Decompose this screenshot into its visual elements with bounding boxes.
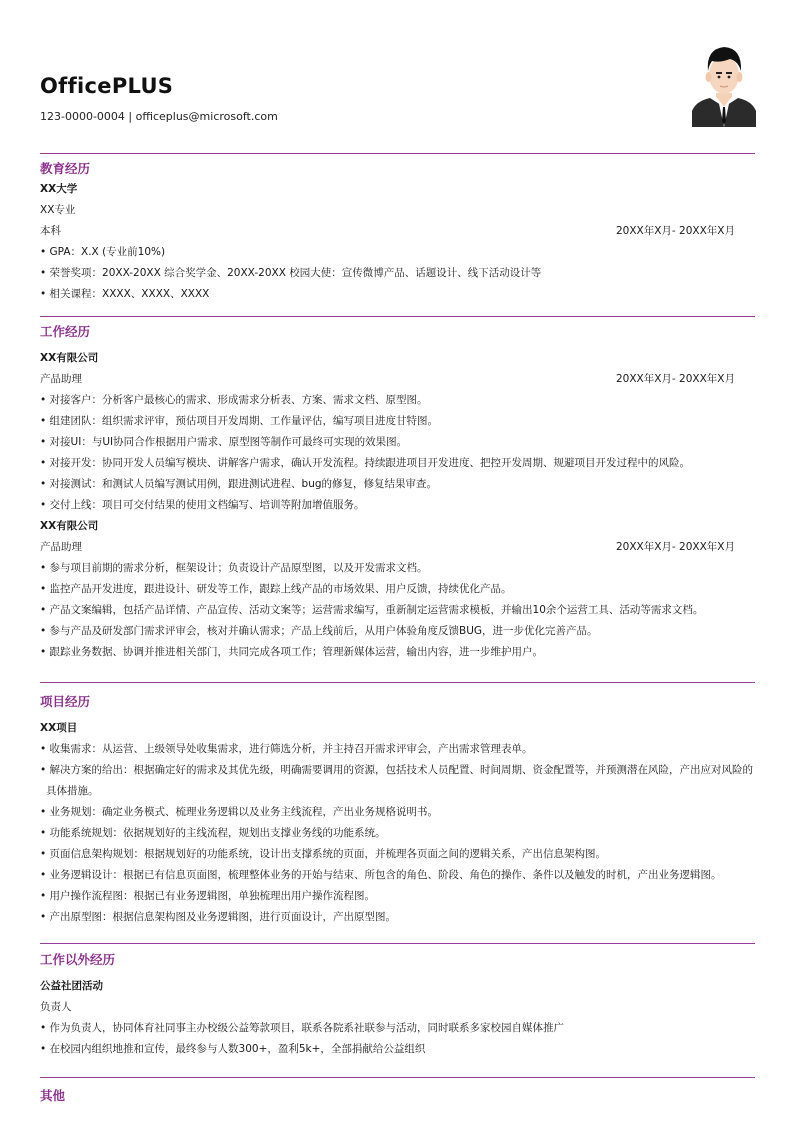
list-item: • 对接测试：和测试人员编写测试用例，跟进测试进程、bug的修复，修复结果审查。 bbox=[40, 478, 438, 490]
list-item: • 页面信息架构规划：根据规划好的功能系统，设计出支撑系统的页面，并梳理各页面之间的逻辑关系，产出信息架构图。 bbox=[40, 848, 607, 860]
outside-title: 工作以外经历 bbox=[40, 952, 116, 967]
work-section bbox=[40, 322, 755, 663]
org-name: 公益社团活动 bbox=[40, 980, 103, 992]
job-role: 产品助理 bbox=[40, 541, 82, 553]
list-item: • 参与产品及研发部门需求评审会，核对并确认需求；产品上线前后，从用户体验角度反馈BUG，进一步优化完善产品。 bbox=[40, 625, 598, 637]
role-row bbox=[40, 369, 755, 390]
degree-row bbox=[40, 221, 755, 242]
divider bbox=[40, 943, 755, 944]
role-row bbox=[40, 537, 755, 558]
divider bbox=[40, 316, 755, 317]
list-item: • 组建团队：组织需求评审，预估项目开发周期、工作量评估，编写项目进度甘特图。 bbox=[40, 415, 439, 427]
degree: 本科 bbox=[40, 225, 61, 237]
list-item: • 功能系统规划：依据规划好的主线流程，规划出支撑业务线的功能系统。 bbox=[40, 827, 386, 839]
list-item: • 用户操作流程图：根据已有业务逻辑图，单独梳理出用户操作流程图。 bbox=[40, 890, 376, 902]
list-item: • 参与项目前期的需求分析，框架设计；负责设计产品原型图，以及开发需求文档。 bbox=[40, 562, 428, 574]
list-item: • 产品文案编辑，包括产品详情、产品宣传、活动文案等；运营需求编写，重新制定运营需求模板，并输出10余个运营工具、活动等需求文档。 bbox=[40, 604, 704, 616]
job-role: 产品助理 bbox=[40, 373, 82, 385]
other-title: 其他 bbox=[40, 1088, 66, 1103]
list-item: • 收集需求：从运营、上级领导处收集需求，进行筛选分析，并主持召开需求评审会，产出需求管理表单。 bbox=[40, 743, 533, 755]
job-date: 20XX年X月- 20XX年X月 bbox=[615, 373, 735, 385]
work-title: 工作经历 bbox=[40, 324, 91, 339]
other-section bbox=[40, 1086, 755, 1106]
job-date: 20XX年X月- 20XX年X月 bbox=[615, 541, 735, 553]
major: XX专业 bbox=[40, 204, 76, 216]
divider bbox=[40, 682, 755, 683]
list-item: • 跟踪业务数据、协调并推进相关部门，共同完成各项工作；管理新媒体运营，输出内容，进一步维护用户。 bbox=[40, 646, 544, 658]
list-item: • 解决方案的给出：根据确定好的需求及其优先级，明确需要调用的资源，包括技术人员配置、时间周期、资金配置等，并预测潜在风险，产出应对风险的具体措施。 bbox=[40, 764, 754, 797]
company-name: XX有限公司 bbox=[40, 520, 99, 532]
candidate-name: OfficePLUS bbox=[40, 74, 174, 98]
education-date: 20XX年X月- 20XX年X月 bbox=[615, 225, 735, 237]
outside-section bbox=[40, 950, 755, 1060]
list-item: • 业务逻辑设计：根据已有信息页面图，梳理整体业务的开始与结束、所包含的角色、阶段、角色的操作、条件以及触发的时机，产出业务逻辑图。 bbox=[40, 869, 722, 881]
list-item: • GPA：X.X (专业前10%) bbox=[40, 246, 166, 258]
list-item: • 对接客户：分析客户最核心的需求、形成需求分析表、方案、需求文档、原型图。 bbox=[40, 394, 428, 406]
education-section bbox=[40, 159, 755, 305]
list-item: • 监控产品开发进度，跟进设计、研发等工作，跟踪上线产品的市场效果、用户反馈，持续优化产品。 bbox=[40, 583, 512, 595]
company-name: XX有限公司 bbox=[40, 352, 99, 364]
avatar bbox=[692, 41, 756, 127]
project-section bbox=[40, 692, 755, 928]
school-name: XX大学 bbox=[40, 183, 78, 195]
list-item: • 在校园内组织地推和宣传，最终参与人数300+，盈利5k+，全部捐献给公益组织 bbox=[40, 1043, 426, 1055]
education-title: 教育经历 bbox=[40, 161, 91, 176]
list-item: • 荣誉奖项：20XX-20XX 综合奖学金、20XX-20XX 校园大使：宣传微博产品、话题设计、线下活动设计等 bbox=[40, 267, 542, 279]
list-item: • 作为负责人，协同体育社同事主办校级公益筹款项目，联系各院系社联参与活动，同时联系多家校园自媒体推广 bbox=[40, 1022, 565, 1034]
list-item: • 对接开发：协同开发人员编写模块、讲解客户需求，确认开发流程。持续跟进项目开发进度、把控开发周期、规避项目开发过程中的风险。 bbox=[40, 457, 691, 469]
list-item: • 交付上线：项目可交付结果的使用文档编写、培训等附加增值服务。 bbox=[40, 499, 365, 511]
project-name: XX项目 bbox=[40, 722, 78, 734]
list-item: • 产出原型图：根据信息架构图及业务逻辑图，进行页面设计，产出原型图。 bbox=[40, 911, 397, 923]
list-item: • 相关课程：XXXX、XXXX、XXXX bbox=[40, 288, 210, 300]
project-title: 项目经历 bbox=[40, 694, 91, 709]
divider bbox=[40, 153, 755, 154]
divider bbox=[40, 1077, 755, 1078]
list-item: • 业务规划：确定业务模式、梳理业务逻辑以及业务主线流程，产出业务规格说明书。 bbox=[40, 806, 439, 818]
list-item: • 对接UI：与UI协同合作根据用户需求、原型图等制作可最终可实现的效果图。 bbox=[40, 436, 408, 448]
org-role: 负责人 bbox=[40, 1001, 72, 1013]
contact-info: 123-0000-0004 | officeplus@microsoft.com bbox=[40, 110, 278, 123]
